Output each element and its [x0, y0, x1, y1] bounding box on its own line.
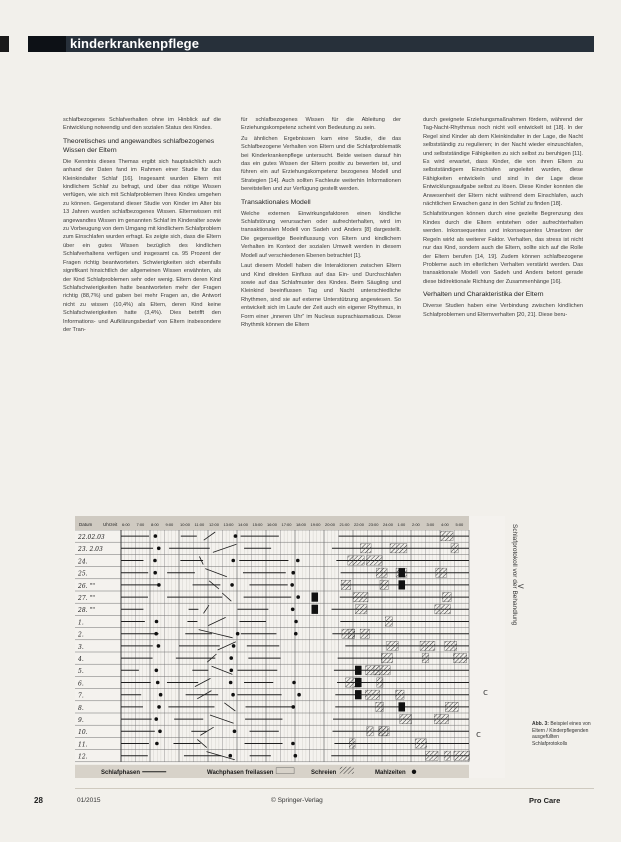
dark-block: [355, 690, 362, 699]
meal-dot: [290, 583, 294, 587]
date-label: 26. "": [78, 582, 95, 590]
meal-dot: [153, 559, 157, 563]
date-label: 28. "": [78, 607, 95, 615]
meal-dot: [155, 620, 159, 624]
meal-dot: [157, 705, 161, 709]
paragraph: Welche externen Einwirkungsfaktoren einen kindliche Schlafstörung verursachen oder aufrechterhalten, wird im transaktionalen Modell von Sadeh und Anders [8] dargestellt. Die gegenseitige Beeinflussung von Eltern und kindlichem Verhalten im Kontext der sozialen Umwelt werden in diesem Modell auf verschiedenen Ebenen betrachtet [1].: [241, 210, 401, 259]
meal-dot: [234, 534, 238, 538]
section-header-accent: [28, 36, 66, 52]
meal-dot: [153, 571, 157, 575]
journal-brand: Pro Care: [529, 796, 561, 805]
hour-label: 16:00: [267, 522, 278, 527]
meal-dot: [297, 693, 301, 697]
dark-block: [399, 580, 406, 589]
meal-dot: [228, 754, 232, 758]
date-label: 6.: [78, 680, 84, 688]
crying-block: [376, 568, 387, 577]
text-column-2: [241, 116, 401, 331]
crying-block: [422, 654, 428, 663]
date-label: 9.: [78, 717, 84, 724]
hour-label: 12:00: [209, 522, 220, 527]
meal-dot: [294, 632, 298, 636]
legend-dot-symbol: [412, 770, 416, 774]
legend-label: Mahlzeiten: [375, 769, 406, 776]
hour-label: 20:00: [325, 522, 336, 527]
meal-dot: [296, 595, 300, 599]
figure-caption-text: Beispiel eines von Eltern / Kinderpflegenden ausgefüllten Schlafprotokolls: [532, 721, 591, 747]
crying-block: [342, 629, 355, 638]
issue-label: 01/2015: [77, 797, 101, 804]
crying-block: [390, 544, 407, 553]
text-column-1: [63, 116, 221, 336]
hour-label: 11:00: [194, 522, 205, 527]
crying-block: [385, 617, 392, 626]
meal-dot: [155, 742, 159, 746]
crying-block: [367, 727, 373, 736]
crying-block: [396, 690, 404, 699]
meal-dot: [236, 632, 240, 636]
hour-label: 1:00: [397, 522, 406, 527]
legend-label: Wachphasen freilassen: [207, 769, 274, 776]
hour-label: 18:00: [296, 522, 307, 527]
meal-dot: [294, 754, 298, 758]
meal-dot: [296, 559, 300, 563]
meal-dot: [154, 717, 158, 721]
paragraph: Die Kenntnis dieses Themas ergibt sich hauptsächlich auch anhand der Daten fand im Rahmen einer Studie für das Kleinkindalter Schlaf [16]. Insgesamt wurden Eltern mit kindlichem Schlaf zu befragt, und über das nötige Wissen verfügen, wie sich mit Schlafproblemen Ihres Kindes umgehen zu können. Gegenstand dieser Studie von Kinder im Alter bis 13 Jahren wurden schlafbezogenes Wissen. Elternwissen mit angewandtes Wissen im genannten Schlaf im Kinderalter sowie zu Vorbeugung von dem Umgang mit kindlichem Schlafproblem zum Einschlafen wurden erfragt. Es zeigte sich, dass die Eltern über ein gutes Wissen bezüglich des kindlichen Schlafverhaltens verfügen und insgesamt ca. 95 Prozent der Fragen richtig beantworteten. Schwierigkeiten sich ebenfalls signifikant hinsichtlich der allgemeinen Wissen erwähnten, als der Kind Schlafproblemen sehr oder wenig. Eltern deren Kind Schlafschwierigkeiten hatte beantworteten mehr der Fragen richtig (88,7%) und gaben bei mehr Fragen an, die Antwort nicht zu wissen (10,4%) als Eltern, deren Kind keine Schlafschwierigkeiten hatte (3,4%). Dies betrifft den Informations- und Aufklärungsbedarf von Eltern insbesondere der Tran-: [63, 158, 221, 333]
meal-dot: [157, 583, 161, 587]
crying-block: [379, 727, 389, 736]
meal-dot: [230, 669, 234, 673]
meal-dot: [291, 571, 295, 575]
paragraph: Schlafstörungen können durch eine gezielte Begrenzung des Kindes durch die Eltern entstehen oder aufrechterhalten werden. Inkonsequentes und inkonsequentes Umsetzen der Regeln wirkt als weiterer Faktor. Verhalten, das stress ist nicht nur das Kind, sondern auch die Eltern, sollte sich auf die Rolle der Eltern berufen [14, 19]. Zudem können schlafbezogene Probleme auch im elterlichen Verhalten verstärkt werden. Das transaktionale Modell von Sadeh und Anders betont gerade diese bidirektionale Richtung der Zusammenhänge [16].: [423, 211, 583, 285]
meal-dot: [229, 656, 233, 660]
figure-number: Abb. 3:: [532, 721, 549, 727]
crying-block: [453, 654, 466, 663]
hour-label: 24:00: [383, 522, 394, 527]
hour-label: 17:00: [281, 522, 292, 527]
hour-label: 10:00: [180, 522, 191, 527]
crying-block: [451, 544, 458, 553]
crying-block: [380, 580, 388, 589]
crying-block: [377, 678, 383, 687]
legend-hatch-symbol: [340, 767, 354, 774]
paragraph: schlafbezogenes Schlafverhalten ohne im Hinblick auf die Entwicklung notwendig und den sozialen Status des Kindes.: [63, 117, 221, 132]
dark-block: [355, 678, 362, 687]
crying-block: [360, 629, 369, 638]
sleep-protocol-figure: [75, 516, 505, 778]
hour-label: 14:00: [238, 522, 249, 527]
crying-block: [374, 666, 390, 675]
crying-block: [445, 641, 457, 650]
meal-dot: [231, 693, 235, 697]
figure-caption: [532, 721, 594, 747]
crying-block: [435, 605, 451, 614]
crying-block: [349, 739, 355, 748]
crying-block: [400, 715, 412, 724]
dark-block: [355, 666, 362, 675]
meal-dot: [157, 644, 161, 648]
meal-dot: [154, 632, 158, 636]
crying-block: [444, 751, 450, 760]
hour-label: 13:00: [223, 522, 234, 527]
hour-label: 3:00: [426, 522, 435, 527]
handwritten-mark: <: [517, 582, 525, 592]
date-label: 5.: [78, 668, 84, 676]
date-label: 24.: [78, 558, 88, 566]
crying-block: [366, 556, 382, 565]
crying-block: [353, 593, 368, 602]
crying-block: [376, 702, 384, 711]
meal-dot: [233, 730, 237, 734]
hour-label: 21:00: [339, 522, 350, 527]
hour-label: 5:00: [455, 522, 464, 527]
meal-dot: [292, 681, 296, 685]
paragraph: durch geeignete Erziehungsmaßnahmen fördern, während der Tag-Nacht-Rhythmus noch nicht voll entwickelt ist [18]. In der Regel sind Kinder ab dem Kleinkindalter in der Lage, die Nacht selbstständig zu regulieren; in der Nacht wieder einzuschlafen, und selbstständige Fähigkeiten zu sich selbst zu beruhigen [11]. Es wird erwartet, dass Kinder, die von ihren Eltern zu selbstständigem Einschlafen angeleitet wurden, diese Fähigkeiten entwickeln und sind in der Lage diese Entwicklungsaufgabe selbst zu lösen. Diese Kinder konnten die Anwesenheit der Eltern nicht während dem Einschlafen, auch nächtlichen Erwachen ganz in den Schlaf zu finden [18].: [423, 117, 583, 208]
handwritten-mark: c: [483, 688, 488, 698]
subheading: Transaktionales Modell: [241, 198, 311, 206]
crying-block: [445, 702, 458, 711]
hour-header: [75, 516, 469, 530]
meal-dot: [159, 693, 163, 697]
meal-dot: [291, 742, 295, 746]
meal-dot: [232, 644, 236, 648]
crying-block: [365, 690, 379, 699]
hour-label: 9:00: [165, 522, 174, 527]
crying-block: [436, 568, 447, 577]
crying-block: [434, 715, 448, 724]
hour-label: 19:00: [310, 522, 321, 527]
meal-dot: [294, 620, 298, 624]
meal-dot: [231, 559, 235, 563]
meal-dot: [229, 681, 233, 685]
date-label: 10.: [78, 729, 88, 737]
dark-block: [312, 605, 319, 614]
left-marker-bar: [0, 36, 9, 52]
crying-block: [442, 593, 451, 602]
date-label: 3.: [78, 643, 84, 651]
date-label: 8.: [78, 704, 84, 712]
crying-block: [415, 739, 426, 748]
publisher-label: © Springer-Verlag: [271, 797, 323, 804]
date-label: 7.: [78, 692, 84, 700]
dark-block: [399, 568, 406, 577]
meal-dot: [158, 730, 162, 734]
crying-block: [381, 654, 392, 663]
paragraph: Diverse Studien haben eine Verbindung zwischen kindlichen Schlafproblemen und Elternverhalten [20, 21]. Diese beru-: [423, 303, 583, 318]
hour-label: 2:00: [412, 522, 420, 527]
hour-label: 22:00: [354, 522, 365, 527]
hour-label: 23:00: [368, 522, 379, 527]
figure-background: [75, 516, 505, 778]
dark-block: [399, 702, 406, 711]
meal-dot: [157, 547, 161, 551]
paragraph: für schlafbezogenes Wissen für die Ableitung der Erziehungskompetenz scheint von Bedeutung zu sein.: [241, 117, 401, 132]
hour-label: 4:00: [441, 522, 449, 527]
subheading: Theoretisches und angewandtes schlafbezogenes Wissen der Eltern: [63, 137, 215, 154]
crying-block: [454, 751, 470, 760]
date-label: 23. 2.03: [78, 546, 103, 554]
date-label: 11.: [78, 741, 88, 749]
date-label: 27. "": [78, 595, 95, 602]
subheading: Verhalten und Charakteristika der Eltern: [423, 291, 544, 299]
hour-label: 7:00: [136, 522, 145, 527]
paragraph: Zu ähnlichen Ergebnissen kam eine Studie, die das Schlafbezogene Verhalten von Eltern und die Schlafproblematik bei Kinderkrankenpflege untersucht. Beide weisen darauf hin das ein gutes Wissen der Eltern positiv zu bewerten ist, und führen ein auf Erziehungskompetenz bezogenes Modell und Strategien [14]. Auch sollten Fachleute weiterhin Informationen bereitstellen und zur Verfügung gestellt werden.: [241, 135, 401, 193]
figure-legend: [75, 765, 469, 778]
date-label: 2.: [78, 631, 84, 639]
meal-dot: [155, 669, 159, 673]
text-column-3: [423, 116, 583, 321]
crying-block: [387, 641, 399, 650]
date-label: 4.: [78, 656, 84, 663]
crying-block: [426, 751, 438, 760]
crying-block: [341, 580, 351, 589]
meal-dot: [156, 681, 160, 685]
crying-block: [348, 556, 365, 565]
legend-label: Schreien: [311, 769, 337, 776]
date-column-label: Datum: [79, 522, 93, 527]
date-label: 22.02.03: [78, 534, 105, 541]
hour-label: 8:00: [151, 522, 159, 527]
date-label: 12.: [78, 753, 88, 761]
crying-block: [440, 532, 453, 541]
crying-block: [420, 641, 435, 650]
dark-block: [312, 593, 319, 602]
crying-block: [360, 544, 371, 553]
figure-side-title: Schlafprotokoll vor der Behandlung: [511, 524, 518, 626]
footer-rule: [75, 788, 594, 789]
meal-dot: [291, 705, 295, 709]
handwritten-mark: c: [476, 730, 481, 740]
date-label: 25.: [78, 570, 88, 578]
meal-dot: [230, 583, 234, 587]
legend-label: Schlafphasen: [101, 769, 141, 776]
hour-label: 6:00: [122, 522, 130, 527]
meal-dot: [291, 608, 295, 612]
date-label: 1.: [78, 619, 84, 627]
hour-label: 15:00: [252, 522, 263, 527]
page-number: 28: [34, 796, 43, 805]
paragraph: Laut diesem Modell haben die Interaktionen zwischen Eltern und Kind direkten Einfluss auf das Ein- und Durchschlafen sowie auf das Schlafmuster des Kindes. Beim Säugling und Kleinkind beeinflussen Tag und Nacht unterschiedliche Rhythmen, sind sie auf externe Unterstützung angewiesen. So entwickelt sich im Laufe der Zeit auch ein eigener Rhythmus, in Form einer „inneren Uhr“ im Nucleus suprachiasmaticus. Diese Rhythmik können die Eltern: [241, 263, 401, 328]
meal-dot: [154, 534, 158, 538]
section-title: kinderkrankenpflege: [70, 36, 200, 51]
crying-block: [355, 605, 367, 614]
time-header-label: Uhrzeit: [103, 522, 118, 527]
